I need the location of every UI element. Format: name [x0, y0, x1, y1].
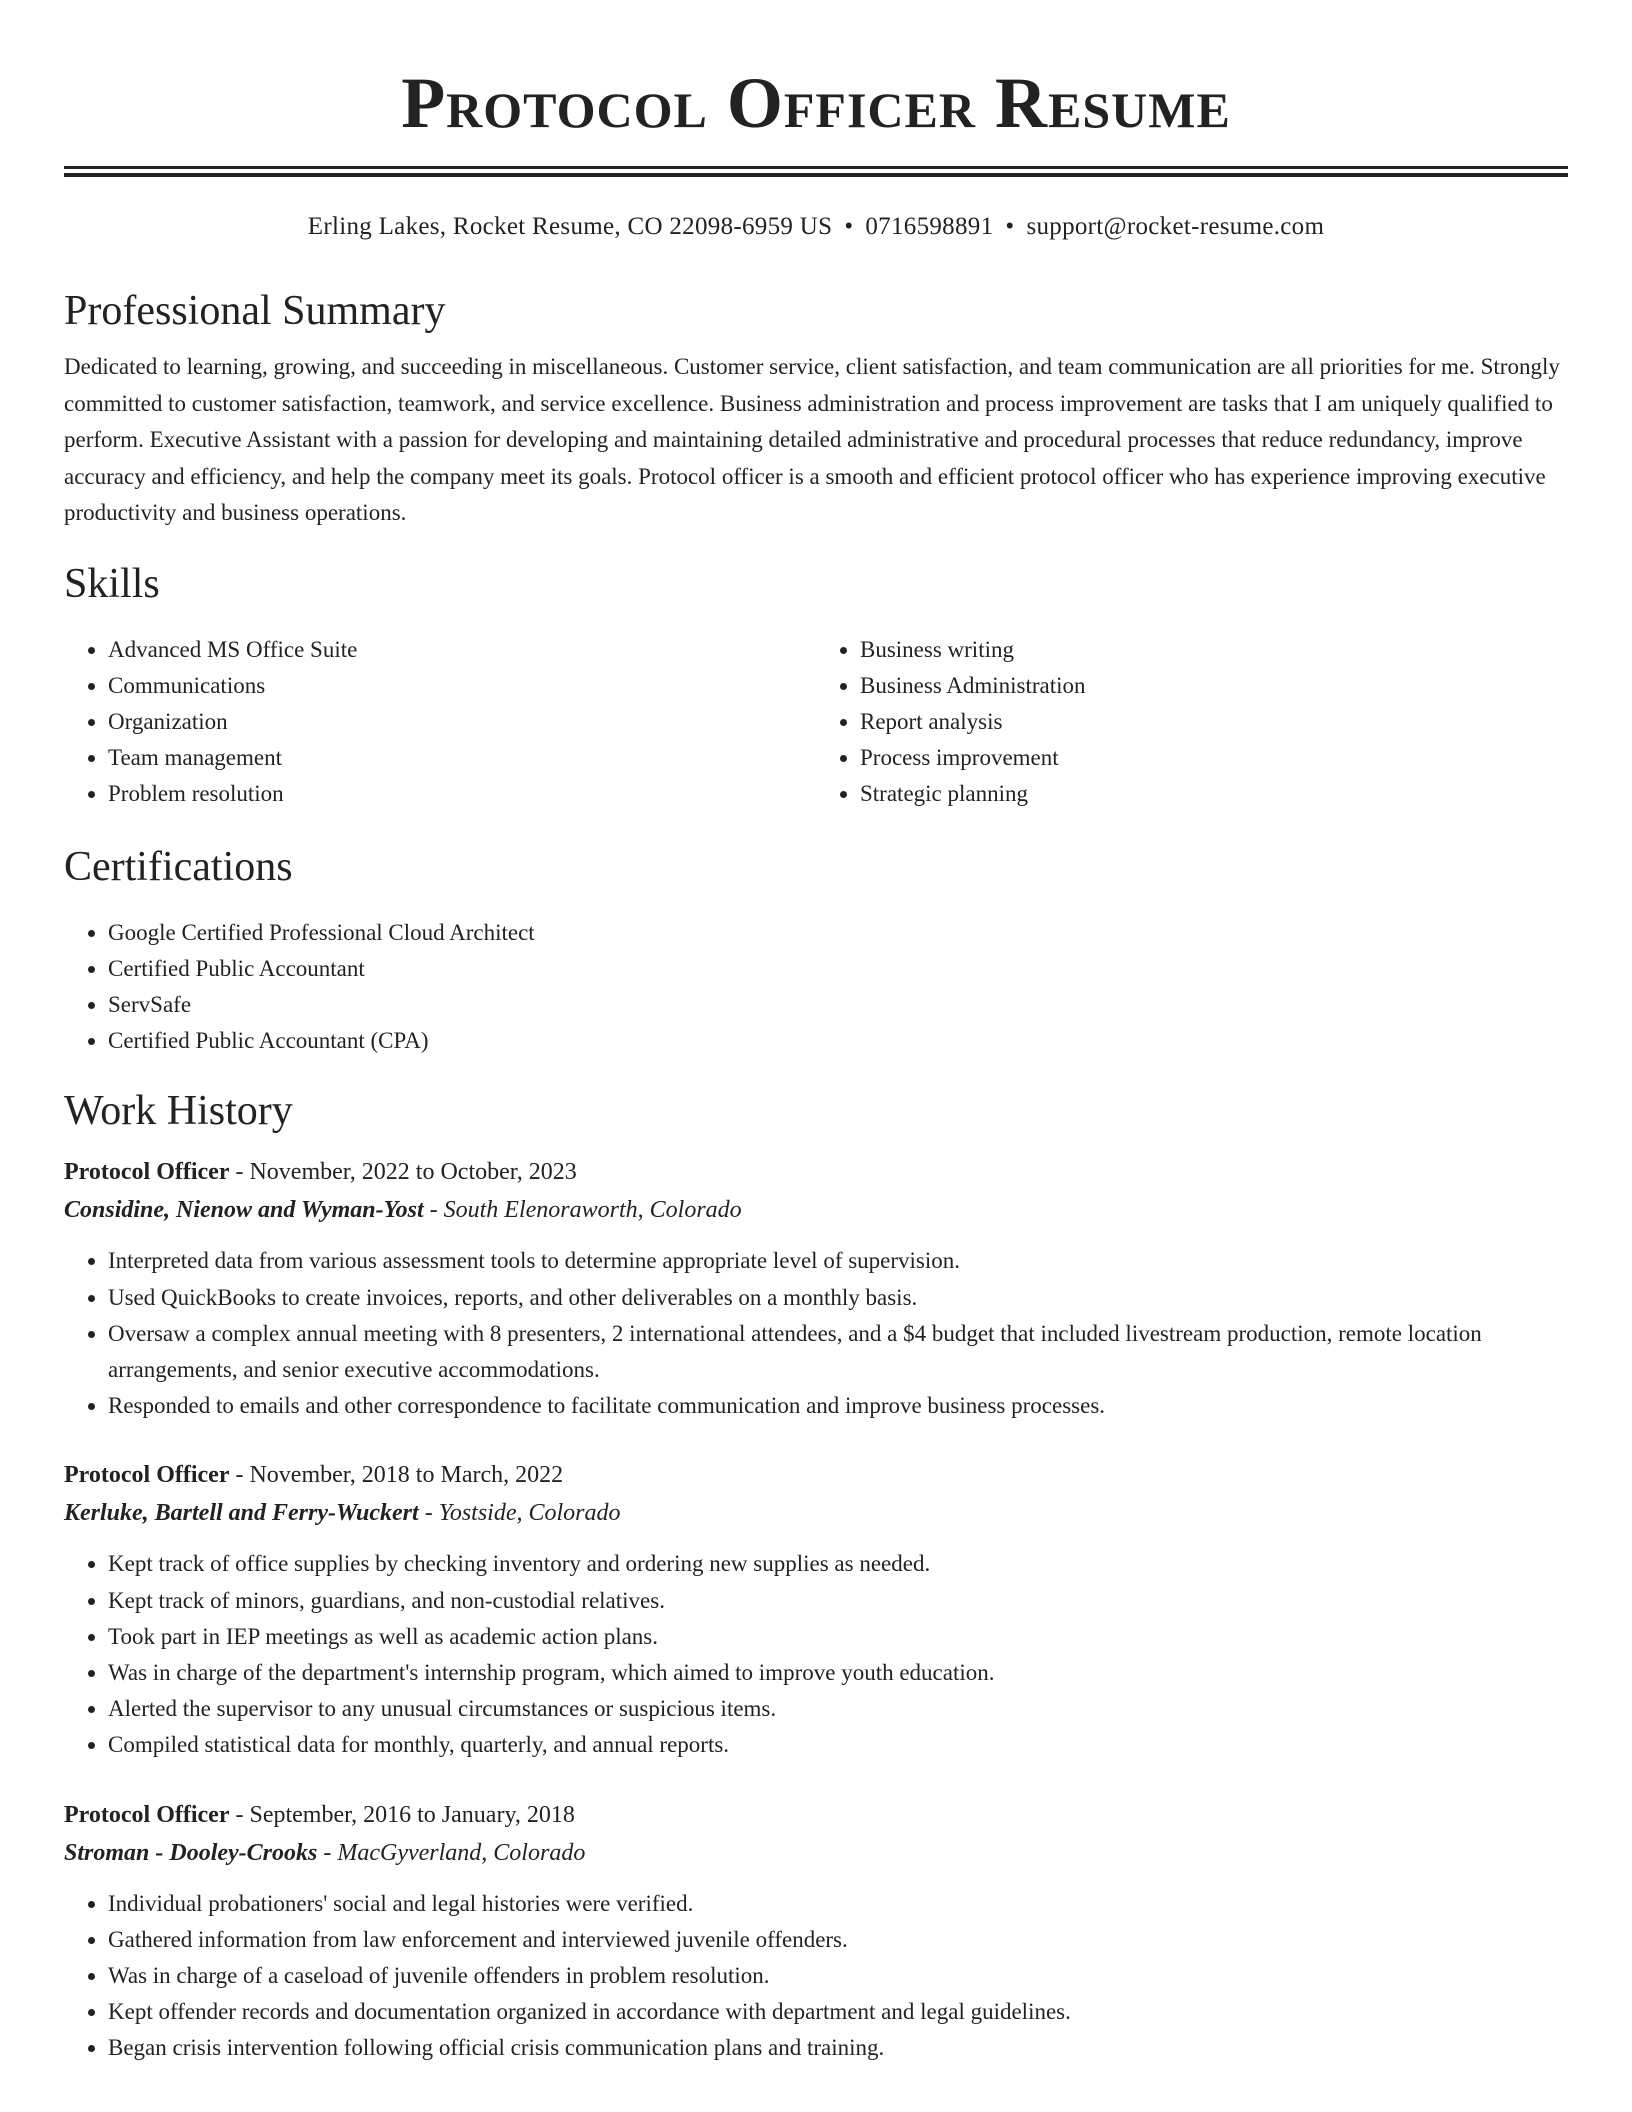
skill-item: • Advanced MS Office Suite	[108, 632, 816, 668]
job-company: Kerluke, Bartell and Ferry-Wuckert	[64, 1500, 419, 1527]
job-dash: -	[229, 1801, 250, 1828]
contact-line	[64, 211, 1568, 243]
certification-item: • Google Certified Professional Cloud Architect	[108, 915, 1568, 951]
skills-section	[64, 558, 1568, 813]
job-title: Protocol Officer	[64, 1801, 230, 1828]
job-location: Yostside, Colorado	[438, 1500, 621, 1527]
job-bullet: • Alerted the supervisor to any unusual circumstances or suspicious items.	[108, 1691, 1568, 1727]
summary-text: Dedicated to learning, growing, and succeeding in miscellaneous. Customer service, client satisfaction, and team communication are all priorities for me. Strongly committed to customer satisfaction, teamwork, and service excellence. Business administration and process improvement are tasks that I am uniquely qualified to perform. Executive Assistant with a passion for developing and maintaining detailed administrative and procedural processes that reduce redundancy, improve accuracy and efficiency, and help the company meet its goals. Protocol officer is a smooth and efficient protocol officer who has experience improving executive productivity and business operations.	[64, 354, 1560, 525]
job-location: MacGyverland, Colorado	[337, 1839, 586, 1866]
job-bullet: • Kept track of minors, guardians, and non-custodial relatives.	[108, 1583, 1568, 1619]
contact-separator: •	[1005, 213, 1015, 240]
job-header	[64, 1153, 1568, 1191]
job-bullet: • Began crisis intervention following official crisis communication plans and training.	[108, 2030, 1568, 2066]
skill-item: • Business writing	[860, 632, 1568, 668]
job-dash: -	[317, 1839, 338, 1866]
job-bullet: • Oversaw a complex annual meeting with 8 presenters, 2 international attendees, and a $4 budget that included livestream production, remote location arrangements, and senior executive accommodations.	[108, 1316, 1568, 1388]
job-dash: -	[418, 1500, 439, 1527]
contact-email: support@rocket-resume.com	[1026, 213, 1325, 240]
job-dash: -	[229, 1462, 250, 1489]
job-bullet: • Took part in IEP meetings as well as academic action plans.	[108, 1619, 1568, 1655]
skill-item: • Communications	[108, 668, 816, 704]
job-entry	[64, 1153, 1568, 1424]
job-bullets	[64, 1886, 1568, 2067]
job-bullet: • Gathered information from law enforcement and interviewed juvenile offenders.	[108, 1922, 1568, 1958]
work-history-heading: Work History	[64, 1088, 293, 1135]
job-entry	[64, 1456, 1568, 1763]
contact-separator: •	[844, 213, 854, 240]
job-dates: November, 2018 to March, 2022	[249, 1462, 564, 1489]
job-company: Considine, Nienow and Wyman-Yost	[64, 1197, 424, 1224]
certifications-section	[64, 841, 1568, 1060]
job-bullets	[64, 1243, 1568, 1424]
job-location: South Elenoraworth, Colorado	[443, 1197, 742, 1224]
contact-address: Erling Lakes, Rocket Resume, CO 22098-6959 US	[307, 213, 833, 240]
skill-item: • Business Administration	[860, 668, 1568, 704]
summary-section	[64, 285, 1568, 532]
job-bullet: • Interpreted data from various assessment tools to determine appropriate level of supervision.	[108, 1243, 1568, 1279]
job-title: Protocol Officer	[64, 1159, 230, 1186]
skill-item: • Organization	[108, 704, 816, 740]
title-divider	[64, 166, 1568, 177]
contact-phone: 0716598891	[865, 213, 994, 240]
job-company-line	[64, 1834, 1568, 1872]
skill-item: • Process improvement	[860, 740, 1568, 776]
job-dash: -	[423, 1197, 444, 1224]
certification-item: • Certified Public Accountant	[108, 951, 1568, 987]
skills-right-list	[816, 632, 1568, 813]
job-bullet: • Used QuickBooks to create invoices, reports, and other deliverables on a monthly basis.	[108, 1280, 1568, 1316]
certifications-heading: Certifications	[64, 843, 293, 890]
job-bullet: • Individual probationers' social and legal histories were verified.	[108, 1886, 1568, 1922]
job-bullets	[64, 1546, 1568, 1763]
job-company-line	[64, 1191, 1568, 1229]
skills-heading: Skills	[64, 560, 160, 607]
skills-left-list	[64, 632, 816, 813]
certifications-list	[64, 915, 1568, 1060]
job-dates: September, 2016 to January, 2018	[249, 1801, 575, 1828]
job-entry	[64, 1796, 1568, 2067]
job-company-line	[64, 1494, 1568, 1532]
job-title: Protocol Officer	[64, 1462, 230, 1489]
skill-item: • Problem resolution	[108, 776, 816, 812]
skills-columns	[64, 632, 1568, 813]
certification-item: • ServSafe	[108, 987, 1568, 1023]
job-bullet: • Was in charge of the department's internship program, which aimed to improve youth education.	[108, 1655, 1568, 1691]
summary-heading: Professional Summary	[64, 288, 446, 334]
job-header	[64, 1456, 1568, 1494]
job-header	[64, 1796, 1568, 1834]
skill-item: • Report analysis	[860, 704, 1568, 740]
job-bullet: • Compiled statistical data for monthly, quarterly, and annual reports.	[108, 1727, 1568, 1763]
job-bullet: • Kept track of office supplies by checking inventory and ordering new supplies as needed.	[108, 1546, 1568, 1582]
resume-title: Protocol Officer Resume	[401, 63, 1231, 143]
job-dates: November, 2022 to October, 2023	[249, 1159, 577, 1186]
job-dash: -	[229, 1159, 250, 1186]
job-bullet: • Was in charge of a caseload of juvenile offenders in problem resolution.	[108, 1958, 1568, 1994]
work-history-section	[64, 1085, 1568, 2066]
job-bullet: • Kept offender records and documentation organized in accordance with department and legal guidelines.	[108, 1994, 1568, 2030]
job-company: Stroman - Dooley-Crooks	[64, 1839, 318, 1866]
certification-item: • Certified Public Accountant (CPA)	[108, 1023, 1568, 1059]
job-bullet: • Responded to emails and other correspondence to facilitate communication and improve business processes.	[108, 1388, 1568, 1424]
skill-item: • Team management	[108, 740, 816, 776]
skill-item: • Strategic planning	[860, 776, 1568, 812]
